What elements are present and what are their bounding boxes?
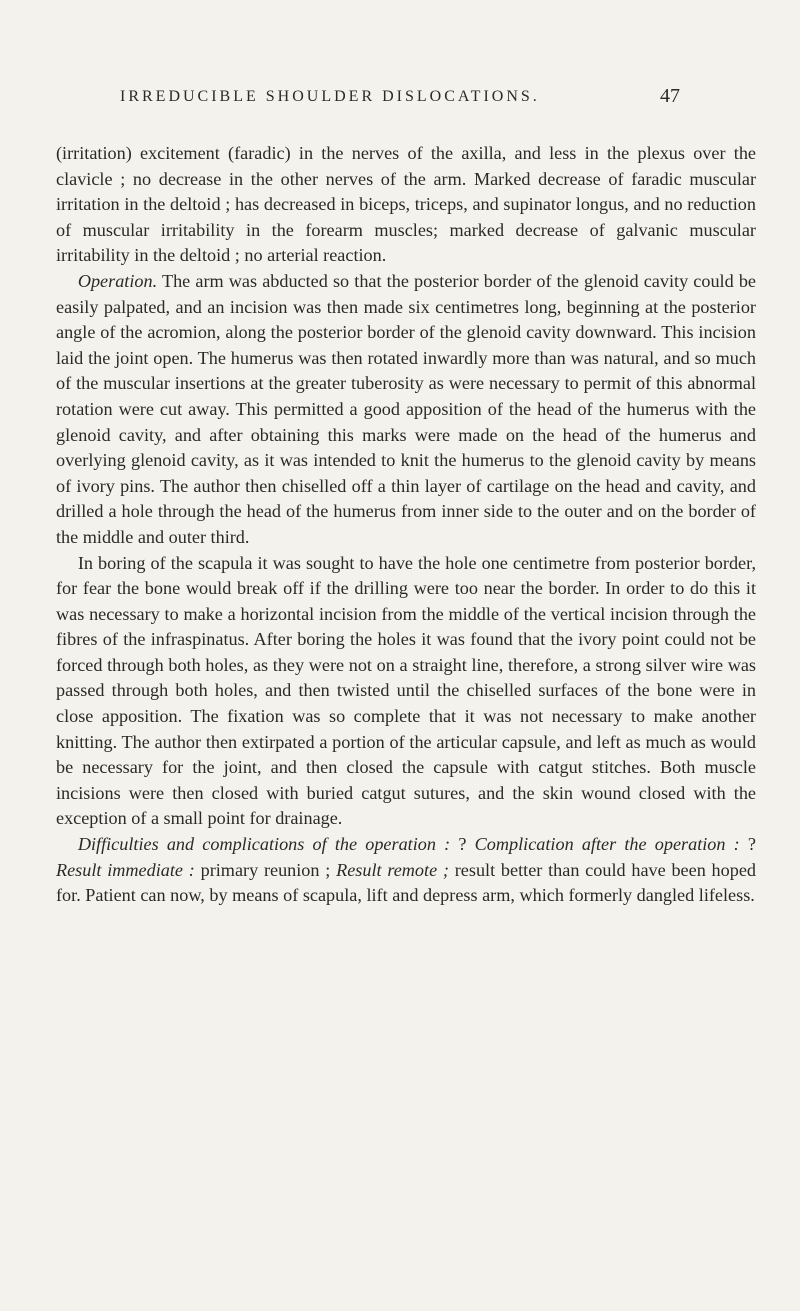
operation-text: The arm was abducted so that the posterior border of the glenoid cavity could be easily palpated, and an incision was then made six centimetres long, beginning at the posterior angle of the acromion, along the posterior border of the glenoid cavity downward. This incision laid the joint open. The humerus was then rotated inwardly more than was natural, and so much of the muscular insertions at the greater tuberosity as were necessary to permit of this abnormal rotation were cut away. This permitted a good apposition of the head of the humerus with the glenoid cavity, and after obtaining this marks were made on the head of the humerus and overlying glenoid cavity, as it was intended to knit the humerus to the glenoid cavity by means of ivory pins. The author then chiselled off a thin layer of cartilage on the head and cavity, and drilled a hole through the head of the humerus from inner side to the outer and on the border of the middle and outer third. xyxy=(56,270,756,547)
result-remote-value: result better than could have been hoped for. Patient can now, by means of scapula, lift and depress arm, which formerly dangled lifeless. xyxy=(56,859,757,906)
paragraph-irritation-text: (irritation) excitement (faradic) in the nerves of the axilla, and less in the plexus over the clavicle ; no decrease in the other nerves of the arm. Marked decrease of faradic muscular irritation in the deltoid ; has decreased in biceps, triceps, and supinator longus, and no reduction of muscular irritability in the forearm muscles; marked decrease of galvanic muscular irritability in the deltoid ; no arterial reaction. xyxy=(56,143,756,266)
paragraph-irritation xyxy=(56,141,756,269)
paragraph-boring-text: In boring of the scapula it was sought to have the hole one centimetre from posterior border, for fear the bone would break off if the drilling were too near the border. In order to do this it was necessary to make a horizontal incision from the middle of the vertical incision through the fibres of the infraspinatus. After boring the holes it was found that the ivory point could not be forced through both holes, as they were not on a straight line, therefore, a strong silver wire was passed through both holes, and then twisted until the chiselled surfaces of the bone were in close apposition. The fixation was so complete that it was not necessary to make another knitting. The author then extirpated a portion of the articular capsule, and left as much as would be necessary for the joint, and then closed the capsule with catgut stitches. Both muscle incisions were then closed with buried catgut sutures, and the skin wound closed with the exception of a small point for drainage. xyxy=(56,552,756,829)
page-number: 47 xyxy=(660,85,680,107)
difficulties-value: ? xyxy=(450,834,475,855)
result-immediate-value: primary reunion ; xyxy=(194,859,337,880)
running-head xyxy=(120,85,680,114)
body-text xyxy=(56,141,756,909)
complication-value: ? xyxy=(739,834,756,855)
result-immediate-label: Result immediate : xyxy=(56,859,195,880)
difficulties-label: Difficulties and complications of the operation : xyxy=(77,834,451,855)
paragraph-results xyxy=(56,832,756,909)
running-title: IRREDUCIBLE SHOULDER DISLOCATIONS. xyxy=(120,88,540,105)
operation-heading: Operation. xyxy=(77,270,158,291)
result-remote-label: Result remote ; xyxy=(336,859,449,880)
complication-label: Complication after the operation : xyxy=(474,834,740,855)
paragraph-boring xyxy=(56,551,756,833)
paragraph-operation xyxy=(56,269,756,551)
